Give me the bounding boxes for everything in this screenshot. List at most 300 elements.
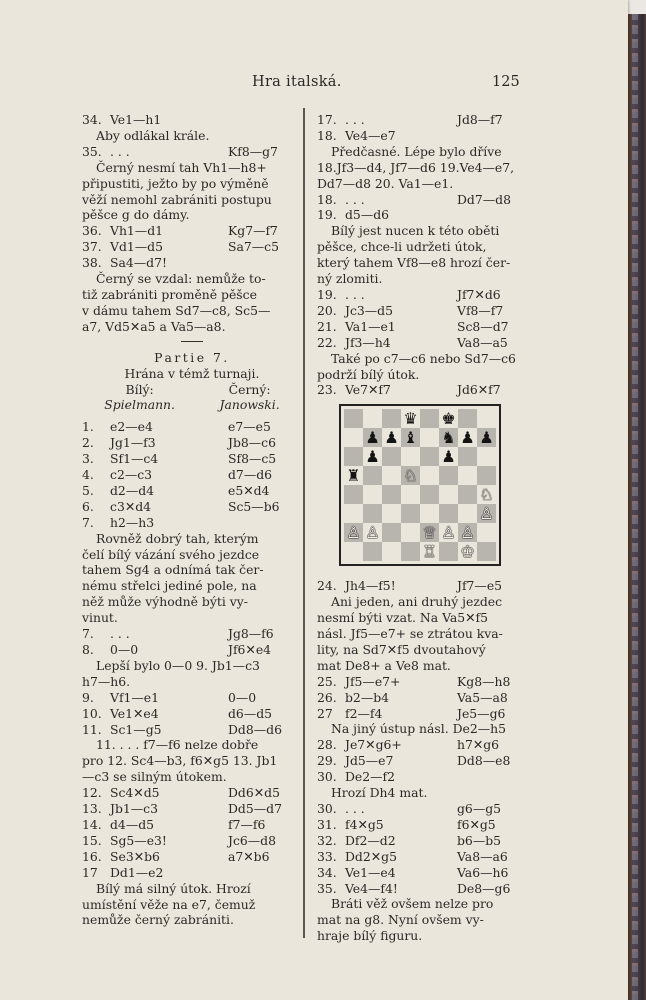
square-f5 [439,466,458,485]
annotation-line: nemůže černý zabrániti. [82,912,234,928]
move-row [82,451,302,467]
move-row [82,785,302,801]
white-move: Dd1—e2 [110,864,164,880]
black-move: Va5—a8 [457,689,508,705]
white-move: Sc1—g5 [110,721,162,737]
square-h1 [477,542,496,561]
white-name: Spielmann. [104,397,175,413]
chess-piece-icon: ♙ [365,523,380,543]
annotation-line: Na jiný ústup násl. De2—h5 [331,721,507,737]
chess-piece-icon: ♝ [403,428,418,448]
black-move: Jf6✕e4 [228,642,272,657]
square-f7 [439,428,458,447]
move-number: 17 [82,864,98,880]
move-number: 11. [82,721,102,737]
annotation-line: věží nemohl zabrániti postupu [82,191,272,207]
move-row [82,865,302,881]
move-number: 35. [82,143,102,159]
move-row [82,223,302,239]
move-number: 1. [82,419,94,435]
square-d5 [401,466,420,485]
move-row [317,207,523,223]
black-move: Jd8—f7 [457,112,503,127]
white-move: De2—f2 [345,769,396,785]
annotation-line: pěšce g do dámy. [82,207,190,223]
white-move: Vh1—d1 [110,223,164,239]
white-move: c2—c3 [110,467,153,483]
square-a1 [344,542,363,561]
move-row [317,817,523,833]
annotation-line: který tahem Vf8—e8 hrozí čer- [317,255,511,271]
right-moves-block-1 [317,112,523,398]
square-b3 [363,504,382,523]
move-number: 34. [82,112,102,127]
move-row [82,255,302,271]
move-row [317,578,523,594]
square-h4 [477,485,496,504]
left-moves-block-2 [82,419,302,928]
black-move: Kg7—f7 [228,223,278,239]
square-d6 [401,447,420,466]
move-row [317,769,523,785]
white-move: Jf3—h4 [345,334,391,350]
black-move: g6—g5 [457,801,502,816]
move-number: 22. [317,334,337,350]
chess-board [344,409,496,561]
black-move: f6✕g5 [457,816,496,832]
white-move: d2—d4 [110,482,155,498]
square-c5 [382,466,401,485]
black-move: Dd5—d7 [228,801,282,817]
white-move: Se3✕b6 [110,848,160,864]
white-move: . . . [345,801,365,816]
annotation-line: Aby odlákal krále. [96,127,210,143]
black-move: Kg8—h8 [457,673,511,689]
move-row [317,674,523,690]
move-number: 8. [82,642,94,657]
black-move: Dd8—e8 [457,753,511,769]
square-b1 [363,542,382,561]
white-move: f4✕g5 [345,816,384,832]
black-move: Sc5—b6 [228,498,280,514]
white-player [104,382,175,414]
square-a8 [344,409,363,428]
white-move: c3✕d4 [110,498,152,514]
move-number: 12. [82,785,102,801]
move-row [317,382,523,398]
move-row [317,335,523,351]
annotation-line: násl. Jf5—e7+ se ztrátou kva- [317,626,503,642]
move-number: 10. [82,705,102,721]
move-number: 33. [317,848,337,864]
annotation-line: připustiti, ježto by po výměně [82,175,269,191]
chess-piece-icon: ♟ [479,428,494,448]
white-move: Jc3—d5 [345,302,393,318]
square-e1 [420,542,439,561]
chess-piece-icon: ♘ [479,485,494,505]
move-number: 28. [317,737,337,753]
white-move: Ve7✕f7 [345,382,391,398]
square-h7 [477,428,496,447]
move-row [82,515,302,531]
black-move: Sa7—c5 [228,239,279,255]
square-e7 [420,428,439,447]
square-g3 [458,504,477,523]
move-row [317,849,523,865]
white-move: Vf1—e1 [110,689,160,705]
white-move: . . . [110,143,130,159]
chess-piece-icon: ♙ [460,523,475,543]
annotation-line: Dd7—d8 20. Va1—e1. [317,175,454,191]
square-a3 [344,504,363,523]
square-b6 [363,447,382,466]
annotation-line: čelí bílý vázání svého jezdce [82,546,260,562]
black-move: Dd8—d6 [228,721,282,737]
square-h5 [477,466,496,485]
square-e6 [420,447,439,466]
annotation-line: 11. . . . f7—f6 nelze dobře [96,737,259,753]
move-number: 7. [82,514,94,530]
black-move: Jc6—d8 [228,832,276,848]
move-row [82,801,302,817]
move-row [82,849,302,865]
square-d4 [401,485,420,504]
players [82,382,302,414]
annotation-line: Bráti věž ovšem nelze pro [331,896,494,912]
white-move: . . . [345,112,365,127]
chess-piece-icon: ♟ [441,447,456,467]
square-b8 [363,409,382,428]
black-move: Vf8—f7 [457,302,504,318]
chess-piece-icon: ♙ [346,523,361,543]
annotation-line: Bílý jest nucen k této oběti [331,223,500,239]
move-row [82,419,302,435]
move-row [317,690,523,706]
square-f1 [439,542,458,561]
move-number: 17. [317,112,337,127]
black-move: Je5—g6 [457,705,506,721]
square-e2 [420,523,439,542]
annotation-line: Rovněž dobrý tah, kterým [96,530,259,546]
white-move: Sa4—d7! [110,255,167,271]
move-number: 9. [82,689,94,705]
move-row [82,144,302,160]
white-move: . . . [345,286,365,302]
black-move: Jb8—c6 [228,435,276,451]
white-move: Vd1—d5 [110,239,163,255]
annotation-line: Bílý má silný útok. Hrozí [96,880,251,896]
white-move: d4—d5 [110,816,155,832]
black-move: e7—e5 [228,419,271,435]
white-move: b2—b4 [345,689,390,705]
white-move: Sf1—c4 [110,451,159,467]
move-row [317,737,523,753]
black-move: Jd6✕f7 [457,382,501,398]
chess-piece-icon: ♕ [422,523,437,543]
square-f4 [439,485,458,504]
square-c6 [382,447,401,466]
square-c3 [382,504,401,523]
move-row [317,287,523,303]
white-move: . . . [110,626,130,642]
move-row [317,881,523,897]
annotation-line: v dámu tahem Sd7—c8, Sc5— [82,302,271,318]
move-number: 16. [82,848,102,864]
move-row [82,833,302,849]
move-row [82,499,302,515]
white-move: Va1—e1 [345,318,396,334]
chess-piece-icon: ♙ [441,523,456,543]
move-number: 4. [82,467,94,483]
chess-piece-icon: ♖ [422,542,437,562]
black-move: Sf8—c5 [228,451,277,467]
annotation-line: podrží bílý útok. [317,366,420,382]
move-number: 35. [317,880,337,896]
move-row [317,865,523,881]
left-moves-block-1 [82,112,302,335]
move-row [317,706,523,722]
game-subtitle: Hrána v témž turnaji. [124,365,260,381]
square-d2 [401,523,420,542]
square-h6 [477,447,496,466]
black-move: Dd7—d8 [457,191,511,207]
running-title: Hra italská. [252,74,342,90]
black-move: b6—b5 [457,832,502,848]
move-number: 5. [82,482,94,498]
annotation-line: nesmí býti vzat. Na Va5✕f5 [317,610,489,626]
annotation-line: Také po c7—c6 nebo Sd7—c6 [331,350,516,366]
chess-piece-icon: ♙ [479,504,494,524]
move-number: 3. [82,451,94,467]
move-number: 25. [317,673,337,689]
square-c4 [382,485,401,504]
annotation-line: umístění věže na e7, čemuž [82,896,256,912]
square-h3 [477,504,496,523]
black-name: Janowski. [219,397,280,413]
white-move: Df2—d2 [345,832,396,848]
annotation-line: vinut. [82,610,118,626]
white-move: Ve4—e7 [345,127,396,143]
annotation-line: mat na g8. Nyní ovšem vy- [317,912,484,928]
black-move: d7—d6 [228,467,273,483]
chess-piece-icon: ♟ [365,447,380,467]
annotation-line: pěšce, chce-li udržeti útok, [317,239,487,255]
annotation-line: tiž zabrániti proměně pěšce [82,286,257,302]
black-move: f7—f6 [228,816,266,832]
move-number: 20. [317,302,337,318]
black-move: h7✕g6 [457,737,500,753]
annotation-line: Černý se vzdal: nemůže to- [96,271,266,287]
move-row [82,467,302,483]
square-d1 [401,542,420,561]
chess-piece-icon: ♔ [460,542,475,562]
page-number: 125 [492,74,520,90]
move-number: 18. [317,191,337,207]
annotation-line: h7—h6. [82,673,131,689]
annotation-line: Hrozí Dh4 mat. [331,785,428,801]
chess-diagram [339,404,501,566]
white-move: f2—f4 [345,705,383,721]
white-move: . . . [345,191,365,207]
white-move: 0—0 [110,642,139,657]
square-d7 [401,428,420,447]
square-b2 [363,523,382,542]
move-number: 14. [82,816,102,832]
black-move: d6—d5 [228,705,273,721]
move-number: 6. [82,498,94,514]
white-label: Bílý: [125,381,154,397]
move-number: 26. [317,689,337,705]
black-move: e5✕d4 [228,482,270,498]
square-a4 [344,485,363,504]
annotation-line: ný zlomiti. [317,271,383,287]
move-number: 29. [317,753,337,769]
annotation-line: Černý nesmí tah Vh1—h8+ [96,159,267,175]
move-number: 30. [317,801,337,816]
white-move: Sc4✕d5 [110,785,160,801]
move-row [317,801,523,817]
move-number: 27 [317,705,333,721]
square-c2 [382,523,401,542]
game-heading: Partie 7. [154,349,230,365]
chess-piece-icon: ♘ [403,466,418,486]
annotation-line: hraje bílý figuru. [317,928,423,944]
move-number: 34. [317,864,337,880]
square-e8 [420,409,439,428]
move-row [82,817,302,833]
square-e3 [420,504,439,523]
annotation-line: Ani jeden, ani druhý jezdec [331,594,503,610]
move-number: 7. [82,626,94,642]
annotation-line: mat De8+ a Ve8 mat. [317,657,451,673]
white-move: Je7✕g6+ [345,737,402,753]
white-move: e2—e4 [110,419,153,435]
black-move: a7✕b6 [228,848,270,864]
black-move: Va8—a5 [457,334,508,350]
white-move: Jf5—e7+ [345,673,401,689]
annotation-line: —c3 se silným útokem. [82,769,227,785]
move-row [82,706,302,722]
white-move: Jh4—f5! [345,578,396,594]
move-row [82,690,302,706]
annotation-line: Předčasné. Lépe bylo dříve [331,143,502,159]
move-row [82,722,302,738]
move-row [317,319,523,335]
black-move: Jg8—f6 [228,626,274,642]
black-move: 0—0 [228,689,257,705]
square-c8 [382,409,401,428]
move-number: 19. [317,286,337,302]
move-number: 15. [82,832,102,848]
move-row [317,303,523,319]
move-number: 32. [317,832,337,848]
book-spine [628,14,646,1000]
square-a6 [344,447,363,466]
white-move: h2—h3 [110,514,155,530]
square-g7 [458,428,477,447]
annotation-line: nému střelci jediné pole, na [82,578,257,594]
move-number: 30. [317,769,337,785]
square-a2 [344,523,363,542]
white-move: Ve1✕e4 [110,705,159,721]
annotation-line: tahem Sg4 a odnímá tak čer- [82,562,264,578]
square-e4 [420,485,439,504]
square-a5 [344,466,363,485]
black-move: Kf8—g7 [228,143,278,159]
chess-piece-icon: ♜ [346,466,361,486]
square-c1 [382,542,401,561]
page-header [0,74,628,98]
move-row [317,833,523,849]
move-row [82,239,302,255]
square-b4 [363,485,382,504]
square-g2 [458,523,477,542]
move-row [82,435,302,451]
move-row [82,483,302,499]
white-move: Jb1—c3 [110,801,158,817]
annotation-line: lity, na Sd7✕f5 dvoutahový [317,641,486,657]
move-row [317,128,523,144]
annotation-line: pro 12. Sc4—b3, f6✕g5 13. Jb1 [82,753,278,769]
move-row [82,112,302,128]
section-rule [181,341,203,342]
left-column [82,112,302,928]
white-move: Ve1—e4 [345,864,396,880]
annotation-line: 18.Jf3—d4, Jf7—d6 19.Ve4—e7, [317,159,515,175]
move-number: 18. [317,127,337,143]
square-g4 [458,485,477,504]
move-row [82,626,302,642]
move-row [317,112,523,128]
black-label: Černý: [228,381,271,397]
chess-piece-icon: ♛ [403,409,418,429]
annotation-line: a7, Vd5✕a5 a Va5—a8. [82,318,226,334]
square-f3 [439,504,458,523]
move-number: 23. [317,382,337,398]
square-f6 [439,447,458,466]
black-move: Jf7—e5 [457,578,503,594]
chess-piece-icon: ♟ [460,428,475,448]
chess-piece-icon: ♟ [365,428,380,448]
chess-piece-icon: ♟ [384,428,399,448]
black-move: Va8—a6 [457,848,508,864]
move-row [82,642,302,658]
black-move: Jf7✕d6 [457,286,501,302]
annotation-line: něž může výhodně býti vy- [82,594,248,610]
square-g1 [458,542,477,561]
white-move: Sg5—e3! [110,832,167,848]
square-d8 [401,409,420,428]
black-move: Sc8—d7 [457,318,509,334]
square-a7 [344,428,363,447]
square-c7 [382,428,401,447]
square-h2 [477,523,496,542]
square-e5 [420,466,439,485]
move-number: 13. [82,801,102,817]
square-b7 [363,428,382,447]
white-move: Jd5—e7 [345,753,394,769]
right-column [317,112,523,944]
move-number: 24. [317,578,337,594]
move-row [317,192,523,208]
square-g8 [458,409,477,428]
column-divider [303,108,305,938]
white-move: Dd2✕g5 [345,848,397,864]
move-number: 37. [82,239,102,255]
move-number: 36. [82,223,102,239]
move-number: 19. [317,207,337,223]
square-h8 [477,409,496,428]
